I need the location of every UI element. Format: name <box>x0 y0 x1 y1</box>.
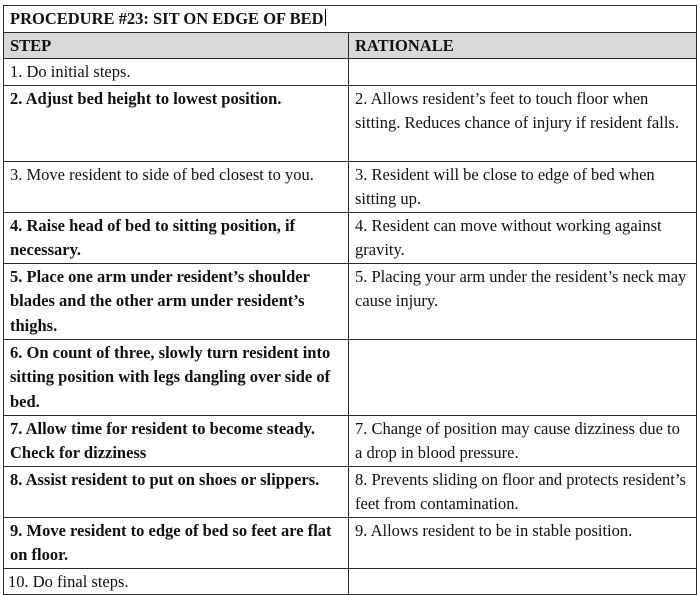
table-row <box>4 212 697 263</box>
rationale-cell <box>349 339 697 415</box>
step-cell: 7. Allow time for resident to become steady. Check for dizziness <box>4 415 349 466</box>
step-text: 1. Do initial steps. <box>10 62 131 81</box>
rationale-cell <box>349 59 697 86</box>
rationale-cell: 9. Allows resident to be in stable position. <box>349 517 697 568</box>
text-cursor <box>325 9 326 26</box>
step-cell: 10. Do final steps. <box>4 568 349 595</box>
step-cell <box>4 59 349 86</box>
rationale-cell: 3. Resident will be close to edge of bed when sitting up. <box>349 161 697 212</box>
rationale-cell: 4. Resident can move without working against gravity. <box>349 212 697 263</box>
procedure-title[interactable]: PROCEDURE #23: SIT ON EDGE OF BED <box>10 9 324 28</box>
table-row <box>4 517 697 568</box>
table-row <box>4 263 697 339</box>
step-cell: 6. On count of three, slowly turn resident into sitting position with legs dangling over side of bed. <box>4 339 349 415</box>
rationale-column-header: RATIONALE <box>349 32 697 59</box>
rationale-cell: 7. Change of position may cause dizziness due to a drop in blood pressure. <box>349 415 697 466</box>
table-row <box>4 568 697 595</box>
procedure-title-cell[interactable] <box>4 6 697 33</box>
step-cell: 4. Raise head of bed to sitting position, if necessary. <box>4 212 349 263</box>
step-cell: 2. Adjust bed height to lowest position. <box>4 85 349 161</box>
rationale-cell <box>349 568 697 595</box>
table-row <box>4 59 697 86</box>
rationale-cell: 5. Placing your arm under the resident’s neck may cause injury. <box>349 263 697 339</box>
table-row <box>4 161 697 212</box>
table-row <box>4 85 697 161</box>
table-row <box>4 339 697 415</box>
procedure-table <box>3 5 697 595</box>
procedure-document <box>3 5 696 595</box>
step-cell: 5. Place one arm under resident’s shoulder blades and the other arm under resident’s thighs. <box>4 263 349 339</box>
step-cell: 9. Move resident to edge of bed so feet are flat on floor. <box>4 517 349 568</box>
table-row <box>4 466 697 517</box>
step-cell: 8. Assist resident to put on shoes or slippers. <box>4 466 349 517</box>
rationale-cell: 2. Allows resident’s feet to touch floor when sitting. Reduces chance of injury if resident falls. <box>349 85 697 161</box>
step-cell: 3. Move resident to side of bed closest to you. <box>4 161 349 212</box>
rationale-cell: 8. Prevents sliding on floor and protects resident’s feet from contamination. <box>349 466 697 517</box>
step-column-header: STEP <box>4 32 349 59</box>
table-row <box>4 415 697 466</box>
